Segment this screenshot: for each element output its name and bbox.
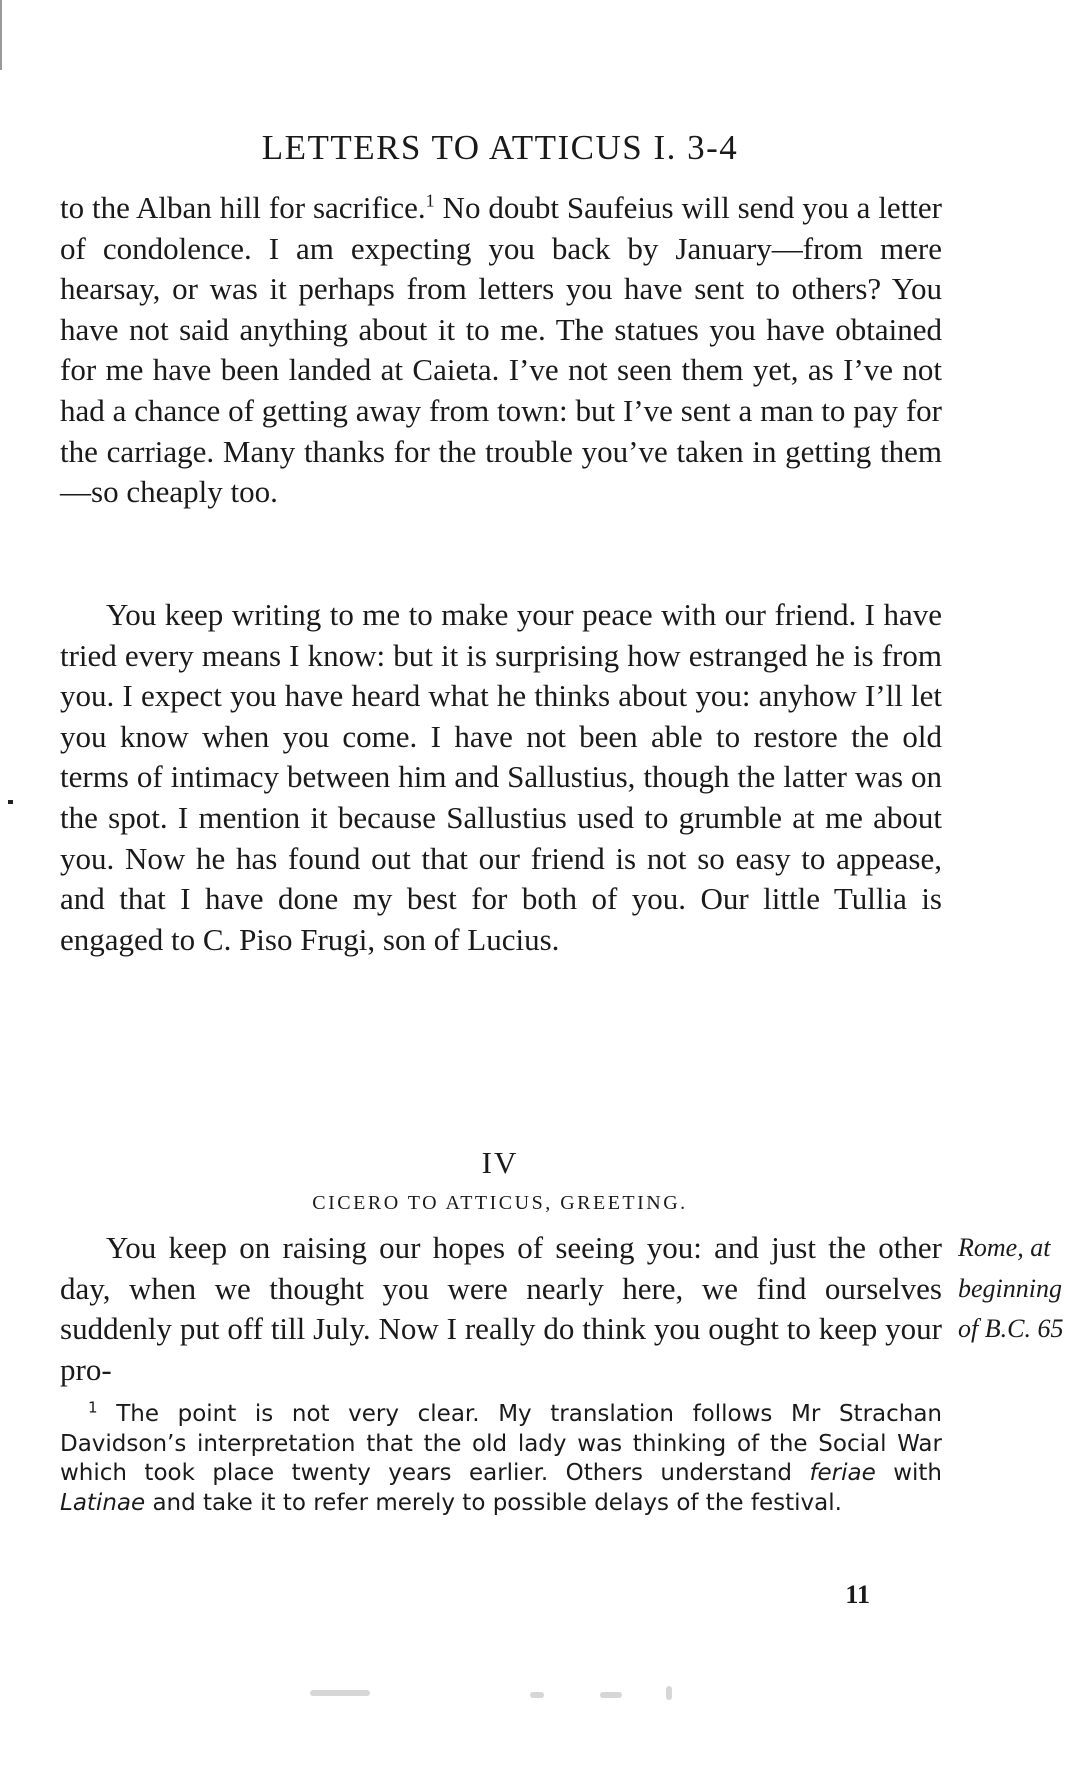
margin-note-line-2: beginning [958, 1273, 1062, 1303]
margin-mark [8, 800, 13, 804]
margin-note-line-3: of B.C. 65 [958, 1314, 1064, 1344]
letter-number: IV [481, 1145, 519, 1180]
footnote-term-feriae: feriae [809, 1460, 876, 1486]
running-head: LETTERS TO ATTICUS I. 3-4 [261, 128, 739, 167]
letter-salutation: CICERO TO ATTICUS, GREETING. [312, 1192, 688, 1214]
footnote-text-3: and take it to refer merely to possible delays of the festival. [145, 1489, 842, 1516]
footnote-text-1: The point is not very clear. My translation follows Mr Strachan Davidson’s interpretation that the old lady was thinking of the Social War which took place twenty years earlier. Others understand [60, 1401, 943, 1486]
margin-note [958, 1228, 1079, 1350]
scan-smudge [666, 1686, 672, 1700]
scan-smudge [600, 1692, 622, 1698]
paragraph-2 [60, 595, 942, 960]
paragraph-3 [60, 1228, 942, 1390]
footnote-reference: 1 [425, 190, 435, 211]
footnote-1 [60, 1400, 942, 1518]
paragraph-3-text: You keep on raising our hopes of seeing you: and just the other day, when we thought you were nearly here, we find ourselves suddenly put off till July. Now I really do think you ought to keep your pro- [60, 1230, 942, 1387]
paragraph-1 [60, 188, 942, 513]
page-edge-rule [0, 0, 2, 70]
scan-smudge [310, 1690, 370, 1696]
paragraph-1-lead: to the Alban hill for sacrifice. [60, 190, 426, 225]
footnote-term-latinae: Latinae [60, 1489, 146, 1516]
paragraph-1-text: No doubt Saufeius will send you a letter of condolence. I am expecting you back by January—from mere hearsay, or was it perhaps from letters you have sent to others? You have not said anything about it to me. The statues you have obtained for me have been landed at Caieta. I’ve not seen them yet, as I’ve not had a chance of getting away from town: but I’ve sent a man to pay for the carriage. Many thanks for the trouble you’ve taken in getting them—so cheaply too. [60, 190, 942, 510]
scan-smudge [530, 1692, 544, 1698]
page-number: 11 [845, 1580, 870, 1609]
footnote-mark: 1 [88, 1398, 98, 1417]
footnote-text-2: with [875, 1460, 942, 1486]
footnote-block [60, 1400, 942, 1518]
margin-note-line-1: Rome, at [958, 1233, 1051, 1262]
paragraph-2-text: You keep writing to me to make your peace with our friend. I have tried every means I know: but it is surprising how estranged he is from you. I expect you have heard what he thinks about you: anyhow I’ll let you know when you come. I have not been able to restore the old terms of intimacy between him and Sallustius, though the latter was on the spot. I mention it because Sallustius used to grumble at me about you. Now he has found out that our friend is not so easy to appease, and that I have done my best for both of you. Our little Tullia is engaged to C. Piso Frugi, son of Lucius. [60, 597, 942, 957]
